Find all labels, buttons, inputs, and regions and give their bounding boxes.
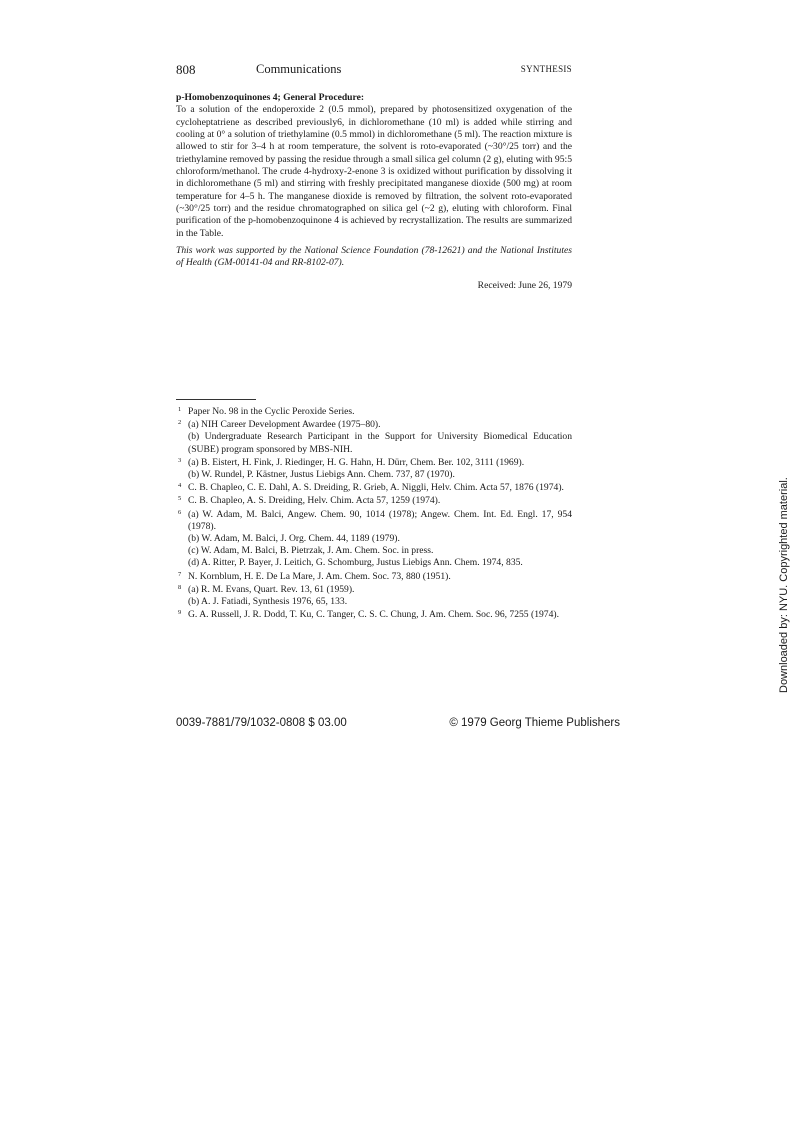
page-number: 808 — [176, 62, 196, 77]
footnote — [176, 571, 572, 583]
footnote-mark: 5 — [178, 495, 182, 503]
footnote-line: C. B. Chapleo, A. S. Dreiding, Helv. Chim. Acta 57, 1259 (1974). — [188, 495, 441, 507]
footnote-mark: 9 — [178, 609, 182, 617]
footnote-line: Paper No. 98 in the Cyclic Peroxide Series. — [188, 406, 355, 417]
footnote-line: (b) Undergraduate Research Participant in the Support for University Biomedical Education (SUBE) program sponsored by MBS-NIH. — [188, 431, 572, 455]
footnote — [176, 419, 572, 456]
footnote-line: (a) R. M. Evans, Quart. Rev. 13, 61 (1959). — [188, 583, 355, 595]
section-title: Communications — [256, 62, 342, 76]
page-footer — [176, 717, 620, 733]
footnote-line: (b) W. Rundel, P. Kästner, Justus Liebigs Ann. Chem. 737, 87 (1970). — [188, 469, 455, 481]
footnote-mark: 1 — [178, 406, 182, 413]
page-header — [176, 62, 572, 82]
main-text — [176, 92, 572, 292]
footnote-mark: 7 — [178, 570, 182, 578]
footnote-line: N. Kornblum, H. E. De La Mare, J. Am. Chem. Soc. 73, 880 (1951). — [188, 570, 451, 582]
footnotes — [176, 406, 572, 622]
footnote-line: (a) B. Eistert, H. Fink, J. Riedinger, H. G. Hahn, H. Dürr, Chem. Ber. 102, 3111 (1969). — [188, 456, 525, 468]
footnote-line: G. A. Russell, J. R. Dodd, T. Ku, C. Tanger, C. S. C. Chung, J. Am. Chem. Soc. 96, 7255 (1974). — [188, 609, 559, 621]
footnote — [176, 495, 572, 507]
footnote-divider — [176, 399, 256, 400]
footnote-line: (b) W. Adam, M. Balci, J. Org. Chem. 44, 1189 (1979). — [188, 533, 400, 545]
acknowledgment: This work was supported by the National Science Foundation (78-12621) and the National Institutes of Health (GM-00141-04 and RR-8102-07). — [176, 245, 572, 269]
footnote — [176, 609, 572, 621]
footnote-mark: 4 — [178, 482, 182, 490]
procedure-text: To a solution of the endoperoxide 2 (0.5 mmol), prepared by photosensitized oxygenation of the cycloheptatriene as described previously6, in dichloromethane (10 ml) is added while stirring and cooling at 0° a solution of triethylamine (0.5 mmol) in dichloromethane (5 ml). The reaction mixture is allowed to stir for 3–4 h at room temperature, the solvent is roto-evaporated (~30°/25 torr) and the triethylamine removed by passing the residue through a small silica gel column (2 g), eluting with 95:5 chloroform/methanol. The crude 4-hydroxy-2-enone 3 is oxidized without purification by dissolving it in dichloromethane (5 ml) and stirring with freshly precipitated manganese dioxide (500 mg) at room temperature for 4–5 h. The manganese dioxide is removed by filtration, the solvent roto-evaporated (~30°/25 torr) and the residue chromatographed on silica gel (~2 g), eluting with chloroform. Final purification of the p-homobenzoquinone 4 is achieved by recrystallization. The results are summarized in the Table. — [176, 104, 572, 239]
footnote-mark: 3 — [178, 456, 182, 464]
download-notice — [778, 455, 790, 715]
footnote-line: (c) W. Adam, M. Balci, B. Pietrzak, J. Am. Chem. Soc. in press. — [188, 545, 434, 557]
journal-name: SYNTHESIS — [520, 64, 572, 74]
footnote — [176, 482, 572, 494]
issn-line: 0039-7881/79/1032-0808 $ 03.00 — [176, 717, 347, 729]
footnote-mark: 2 — [178, 419, 182, 427]
footnote-line: (b) A. J. Fatiadi, Synthesis 1976, 65, 133. — [188, 596, 348, 608]
footnote-line: (a) W. Adam, M. Balci, Angew. Chem. 90, 1014 (1978); Angew. Chem. Int. Ed. Engl. 17, 954 (1978). — [188, 508, 572, 532]
footnote-mark: 8 — [178, 583, 182, 591]
footnote-mark: 6 — [178, 508, 182, 516]
procedure-title: p-Homobenzoquinones 4; General Procedure: — [176, 92, 365, 103]
download-notice-text: Downloaded by: NYU. Copyrighted material. — [778, 477, 790, 693]
copyright-line: © 1979 Georg Thieme Publishers — [449, 717, 620, 729]
footnote — [176, 584, 572, 608]
footnote-line: (d) A. Ritter, P. Bayer, J. Leitich, G. Schomburg, Justus Liebigs Ann. Chem. 1974, 835. — [188, 557, 523, 569]
footnote-line: (a) NIH Career Development Awardee (1975–80). — [188, 419, 381, 431]
footnote — [176, 509, 572, 570]
received-date: Received: June 26, 1979 — [477, 279, 572, 291]
footnote — [176, 406, 572, 418]
footnote — [176, 457, 572, 481]
footnote-line: C. B. Chapleo, C. E. Dahl, A. S. Dreiding, R. Grieb, A. Niggli, Helv. Chim. Acta 57, 1876 (1974). — [188, 482, 564, 494]
